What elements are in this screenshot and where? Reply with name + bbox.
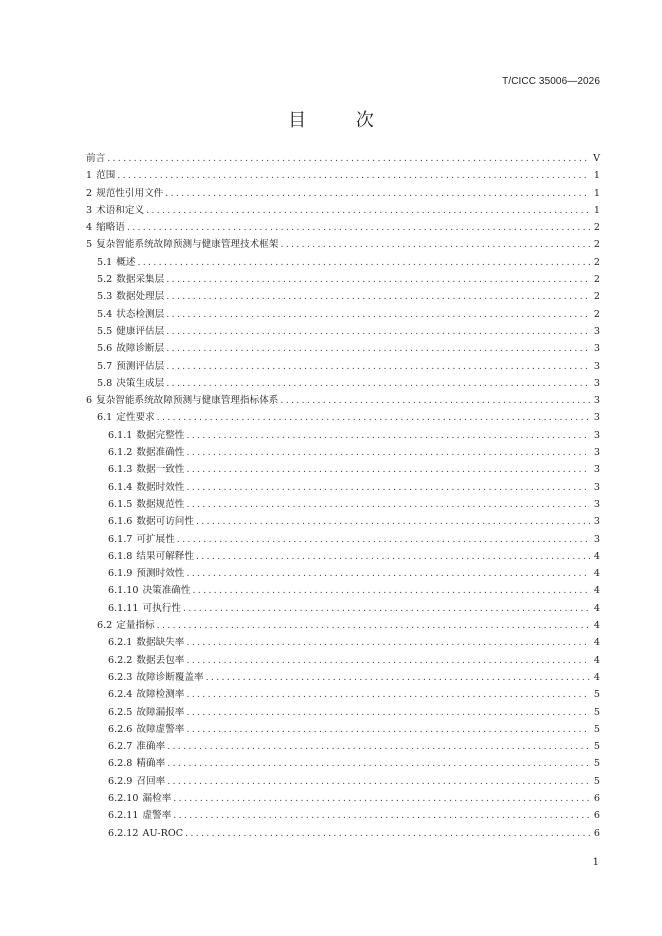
toc-entry-title: 定量指标 <box>116 620 155 632</box>
toc-entry-number: 6.2.4 <box>108 689 133 701</box>
toc-entry-label <box>97 271 164 288</box>
toc-entry-number: 5.1 <box>97 256 113 268</box>
toc-entry-page: 2 <box>593 256 600 268</box>
toc-entry-title: 数据缺失率 <box>136 637 185 649</box>
toc-entry-page: 6 <box>593 810 600 822</box>
toc-entry-number: 3 <box>86 204 93 216</box>
toc-entry-title: 故障检测率 <box>136 689 185 701</box>
toc-entry-page: 3 <box>593 325 600 337</box>
dot-leader <box>137 254 590 271</box>
toc-entry-title: 准确率 <box>136 741 166 753</box>
toc-entry-number: 6.2.11 <box>108 810 139 822</box>
toc-entry-title: 决策生成层 <box>116 377 165 389</box>
toc-entry-number: 6.2.5 <box>108 706 133 718</box>
toc-entry-title: 缩略语 <box>96 222 125 234</box>
toc-entry[interactable] <box>86 392 600 409</box>
toc-entry-page: 4 <box>593 602 600 614</box>
toc-entry-number: 4 <box>86 222 93 234</box>
toc-entry[interactable] <box>86 773 600 790</box>
toc-entry-page: 2 <box>593 291 600 303</box>
dot-leader <box>166 271 590 288</box>
toc-entry[interactable] <box>86 202 600 219</box>
toc-entry-number: 6.2.2 <box>108 654 133 666</box>
toc-entry-number: 5.6 <box>97 343 113 355</box>
toc-entry-label <box>108 721 184 738</box>
toc-entry-page: 3 <box>593 516 600 528</box>
toc-entry-label <box>108 669 204 686</box>
toc-entry[interactable] <box>86 219 600 236</box>
toc-entry[interactable] <box>86 496 600 513</box>
toc-entry-title: 可执行性 <box>142 602 181 614</box>
toc-entry[interactable] <box>86 755 600 772</box>
document-code: T/CICC 35006—2026 <box>502 76 600 87</box>
toc-entry-page: 3 <box>593 447 600 459</box>
toc-entry-number: 6.1.10 <box>108 585 139 597</box>
toc-entry-number: 5 <box>86 239 93 251</box>
toc-entry[interactable] <box>86 375 600 392</box>
toc-entry[interactable] <box>86 652 600 669</box>
toc-entry-page: 3 <box>593 360 600 372</box>
toc-entry-page: 4 <box>593 654 600 666</box>
dot-leader <box>166 288 590 305</box>
toc-entry[interactable] <box>86 409 600 426</box>
toc-entry-title: 数据规范性 <box>136 498 185 510</box>
toc-entry-number: 6.2.10 <box>108 792 139 804</box>
toc-entry-label <box>108 531 175 548</box>
toc-entry[interactable] <box>86 461 600 478</box>
toc-entry-label <box>86 167 115 184</box>
dot-leader <box>183 600 590 617</box>
toc-entry-title: 数据一致性 <box>136 464 185 476</box>
toc-entry-page: 6 <box>593 792 600 804</box>
dot-leader <box>166 306 590 323</box>
toc-entry-number: 6.2.8 <box>108 758 133 770</box>
toc-entry-page: 4 <box>593 568 600 580</box>
toc-entry-page: 3 <box>593 464 600 476</box>
toc-entry-number: 6.2.1 <box>108 637 133 649</box>
toc-entry[interactable] <box>86 825 600 842</box>
toc-entry-number: 6.1.7 <box>108 533 133 545</box>
toc-entry-title: 可扩展性 <box>136 533 175 545</box>
toc-entry-title: 精确率 <box>136 758 166 770</box>
toc-entry-page: 2 <box>593 239 600 251</box>
toc-entry-number: 6.2.3 <box>108 671 133 683</box>
toc-entry[interactable] <box>86 807 600 824</box>
dot-leader <box>280 392 590 409</box>
toc-entry[interactable] <box>86 721 600 738</box>
toc-entry-page: 1 <box>593 170 600 182</box>
dot-leader <box>146 202 590 219</box>
toc-entry-number: 6.1.1 <box>108 429 133 441</box>
toc-entry-label <box>97 254 135 271</box>
dot-leader <box>185 825 590 842</box>
dot-leader <box>186 634 590 651</box>
toc-entry-number: 6.2 <box>97 620 113 632</box>
toc-entry[interactable] <box>86 340 600 357</box>
toc-entry-label <box>86 392 278 409</box>
toc-entry-label <box>86 185 163 202</box>
toc-entry-number: 6.1.4 <box>108 481 133 493</box>
toc-entry-label <box>108 807 171 824</box>
toc-entry-label <box>108 825 183 842</box>
dot-leader <box>186 704 590 721</box>
toc-entry[interactable] <box>86 600 600 617</box>
dot-leader <box>117 167 590 184</box>
toc-entry[interactable] <box>86 427 600 444</box>
toc-entry-title: AU-ROC <box>142 827 184 839</box>
toc-entry[interactable] <box>86 236 600 253</box>
dot-leader <box>127 219 590 236</box>
dot-leader <box>107 150 590 167</box>
toc-entry-title: 范围 <box>96 170 116 182</box>
toc-entry-title: 预测评估层 <box>116 360 165 372</box>
toc-entry-label <box>108 773 165 790</box>
toc-entry-page: 5 <box>593 758 600 770</box>
toc-entry-number: 5.7 <box>97 360 113 372</box>
toc-entry-page: 3 <box>593 343 600 355</box>
toc-entry-number: 6.2.12 <box>108 827 139 839</box>
toc-entry[interactable] <box>86 548 600 565</box>
toc-entry[interactable] <box>86 167 600 184</box>
dot-leader <box>196 513 590 530</box>
toc-entry-title: 数据采集层 <box>116 274 165 286</box>
toc-entry-label <box>97 358 164 375</box>
toc-entry-page: 4 <box>593 637 600 649</box>
toc-entry-label <box>86 150 105 167</box>
toc-entry-page: 5 <box>593 775 600 787</box>
toc-entry-number: 6.1.6 <box>108 516 133 528</box>
toc-entry-label <box>108 686 184 703</box>
toc-entry-number: 6.1.5 <box>108 498 133 510</box>
toc-entry-page: 3 <box>593 533 600 545</box>
toc-entry[interactable] <box>86 185 600 202</box>
toc-entry-number: 5.4 <box>97 308 113 320</box>
toc-entry[interactable] <box>86 582 600 599</box>
dot-leader <box>166 323 590 340</box>
toc-entry-page: 6 <box>593 827 600 839</box>
toc-entry-label <box>108 755 165 772</box>
dot-leader <box>173 790 590 807</box>
toc-entry[interactable] <box>86 444 600 461</box>
toc-entry-page: 2 <box>593 222 600 234</box>
toc-entry[interactable] <box>86 565 600 582</box>
toc-entry-label <box>97 340 164 357</box>
toc-entry-label <box>108 444 184 461</box>
toc-entry-number: 5.3 <box>97 291 113 303</box>
toc-entry-title: 数据处理层 <box>116 291 165 303</box>
toc-entry-number: 6.2.9 <box>108 775 133 787</box>
toc-entry-label <box>108 738 165 755</box>
toc-entry-page: 3 <box>593 395 600 407</box>
toc-entry[interactable] <box>86 254 600 271</box>
toc-entry-title: 数据时效性 <box>136 481 185 493</box>
toc-entry-number: 1 <box>86 170 93 182</box>
dot-leader <box>186 652 590 669</box>
toc-entry-title: 数据准确性 <box>136 447 185 459</box>
toc-entry-title: 定性要求 <box>116 412 155 424</box>
toc-entry-label <box>108 427 184 444</box>
toc-entry-label <box>108 496 184 513</box>
toc-entry[interactable] <box>86 790 600 807</box>
toc-entry[interactable] <box>86 288 600 305</box>
toc-entry-title: 数据完整性 <box>136 429 185 441</box>
dot-leader <box>186 461 590 478</box>
toc-entry-page: 3 <box>593 481 600 493</box>
toc-entry-page: 1 <box>593 187 600 199</box>
toc-entry[interactable] <box>86 669 600 686</box>
toc-entry-label <box>108 513 194 530</box>
toc-entry[interactable] <box>86 738 600 755</box>
table-of-contents <box>86 150 600 842</box>
dot-leader <box>186 565 590 582</box>
toc-entry-label <box>97 306 164 323</box>
toc-entry[interactable] <box>86 271 600 288</box>
dot-leader <box>167 755 590 772</box>
toc-entry[interactable] <box>86 479 600 496</box>
toc-entry-label <box>108 461 184 478</box>
toc-entry-title: 概述 <box>116 256 136 268</box>
toc-entry-number: 6.2.7 <box>108 741 133 753</box>
toc-entry-title: 术语和定义 <box>96 204 145 216</box>
toc-entry[interactable] <box>86 150 600 167</box>
toc-entry-title: 虚警率 <box>142 810 172 822</box>
toc-entry-page: 2 <box>593 274 600 286</box>
toc-entry-number: 2 <box>86 187 93 199</box>
dot-leader <box>186 721 590 738</box>
toc-entry-title: 规范性引用文件 <box>96 187 164 199</box>
toc-entry[interactable] <box>86 513 600 530</box>
toc-entry-number: 6 <box>86 395 93 407</box>
toc-entry-number: 5.2 <box>97 274 113 286</box>
dot-leader <box>165 185 590 202</box>
toc-entry-title: 预测时效性 <box>136 568 185 580</box>
toc-entry-title: 故障漏报率 <box>136 706 185 718</box>
toc-entry[interactable] <box>86 634 600 651</box>
toc-entry-page: 3 <box>593 498 600 510</box>
toc-entry-label <box>108 479 184 496</box>
toc-entry-label <box>86 236 278 253</box>
page-title: 目 次 <box>288 110 396 131</box>
dot-leader <box>167 773 590 790</box>
toc-entry-page: 5 <box>593 706 600 718</box>
toc-entry-title: 故障诊断层 <box>116 343 165 355</box>
toc-entry-number: 6.1.2 <box>108 447 133 459</box>
toc-entry[interactable] <box>86 358 600 375</box>
dot-leader <box>157 409 590 426</box>
toc-entry-title: 结果可解释性 <box>136 550 194 562</box>
toc-entry[interactable] <box>86 306 600 323</box>
toc-entry-page: 4 <box>593 671 600 683</box>
toc-entry-title: 数据丢包率 <box>136 654 185 666</box>
toc-entry-label <box>108 600 181 617</box>
toc-entry-title: 复杂智能系统故障预测与健康管理技术框架 <box>96 239 279 251</box>
toc-entry-label <box>97 409 155 426</box>
toc-entry-title: 故障虚警率 <box>136 723 185 735</box>
toc-entry-title: 健康评估层 <box>116 325 165 337</box>
toc-entry-page: 4 <box>593 550 600 562</box>
toc-entry-page: 3 <box>593 377 600 389</box>
toc-entry-page: 3 <box>593 429 600 441</box>
toc-entry-number: 6.1.11 <box>108 602 139 614</box>
toc-entry-title: 前言 <box>86 153 106 164</box>
toc-entry-number: 6.2.6 <box>108 723 133 735</box>
toc-entry-page: 3 <box>593 412 600 424</box>
toc-entry-number: 5.5 <box>97 325 113 337</box>
dot-leader <box>166 358 590 375</box>
dot-leader <box>173 807 590 824</box>
dot-leader <box>177 531 590 548</box>
dot-leader <box>167 738 590 755</box>
toc-entry-page: 5 <box>593 741 600 753</box>
toc-entry-label <box>108 704 184 721</box>
toc-entry[interactable] <box>86 531 600 548</box>
toc-entry[interactable] <box>86 323 600 340</box>
toc-entry-page: 5 <box>593 723 600 735</box>
dot-leader <box>280 236 590 253</box>
toc-entry-number: 5.8 <box>97 377 113 389</box>
toc-entry-label <box>97 323 164 340</box>
toc-entry-page: 4 <box>593 585 600 597</box>
dot-leader <box>206 669 590 686</box>
toc-entry-title: 复杂智能系统故障预测与健康管理指标体系 <box>96 395 279 407</box>
toc-entry-page: 4 <box>593 620 600 632</box>
page-number: 1 <box>592 857 599 868</box>
toc-entry[interactable] <box>86 686 600 703</box>
toc-entry-label <box>97 288 164 305</box>
toc-entry[interactable] <box>86 704 600 721</box>
dot-leader <box>166 375 590 392</box>
toc-entry-label <box>108 790 171 807</box>
toc-entry-label <box>97 375 164 392</box>
dot-leader <box>186 686 590 703</box>
toc-entry-label <box>108 548 194 565</box>
toc-entry-page: V <box>593 153 600 164</box>
toc-entry-label <box>108 652 184 669</box>
toc-entry-page: 5 <box>593 689 600 701</box>
dot-leader <box>186 444 590 461</box>
toc-entry-page: 2 <box>593 308 600 320</box>
toc-entry-title: 故障诊断覆盖率 <box>136 671 204 683</box>
dot-leader <box>192 582 590 599</box>
toc-entry-title: 决策准确性 <box>142 585 191 597</box>
toc-entry-label <box>86 219 125 236</box>
dot-leader <box>186 427 590 444</box>
dot-leader <box>186 496 590 513</box>
dot-leader <box>196 548 590 565</box>
toc-entry-page: 1 <box>593 204 600 216</box>
dot-leader <box>186 479 590 496</box>
toc-entry-title: 数据可访问性 <box>136 516 194 528</box>
toc-entry-label <box>97 617 155 634</box>
toc-entry[interactable] <box>86 617 600 634</box>
toc-entry-number: 6.1 <box>97 412 113 424</box>
toc-entry-title: 漏检率 <box>142 792 172 804</box>
toc-entry-label <box>108 565 184 582</box>
toc-entry-label <box>108 634 184 651</box>
dot-leader <box>166 340 590 357</box>
dot-leader <box>157 617 590 634</box>
toc-entry-label <box>86 202 144 219</box>
toc-entry-title: 状态检测层 <box>116 308 165 320</box>
toc-entry-label <box>108 582 190 599</box>
toc-entry-number: 6.1.3 <box>108 464 133 476</box>
toc-entry-number: 6.1.9 <box>108 568 133 580</box>
toc-entry-title: 召回率 <box>136 775 166 787</box>
toc-entry-number: 6.1.8 <box>108 550 133 562</box>
